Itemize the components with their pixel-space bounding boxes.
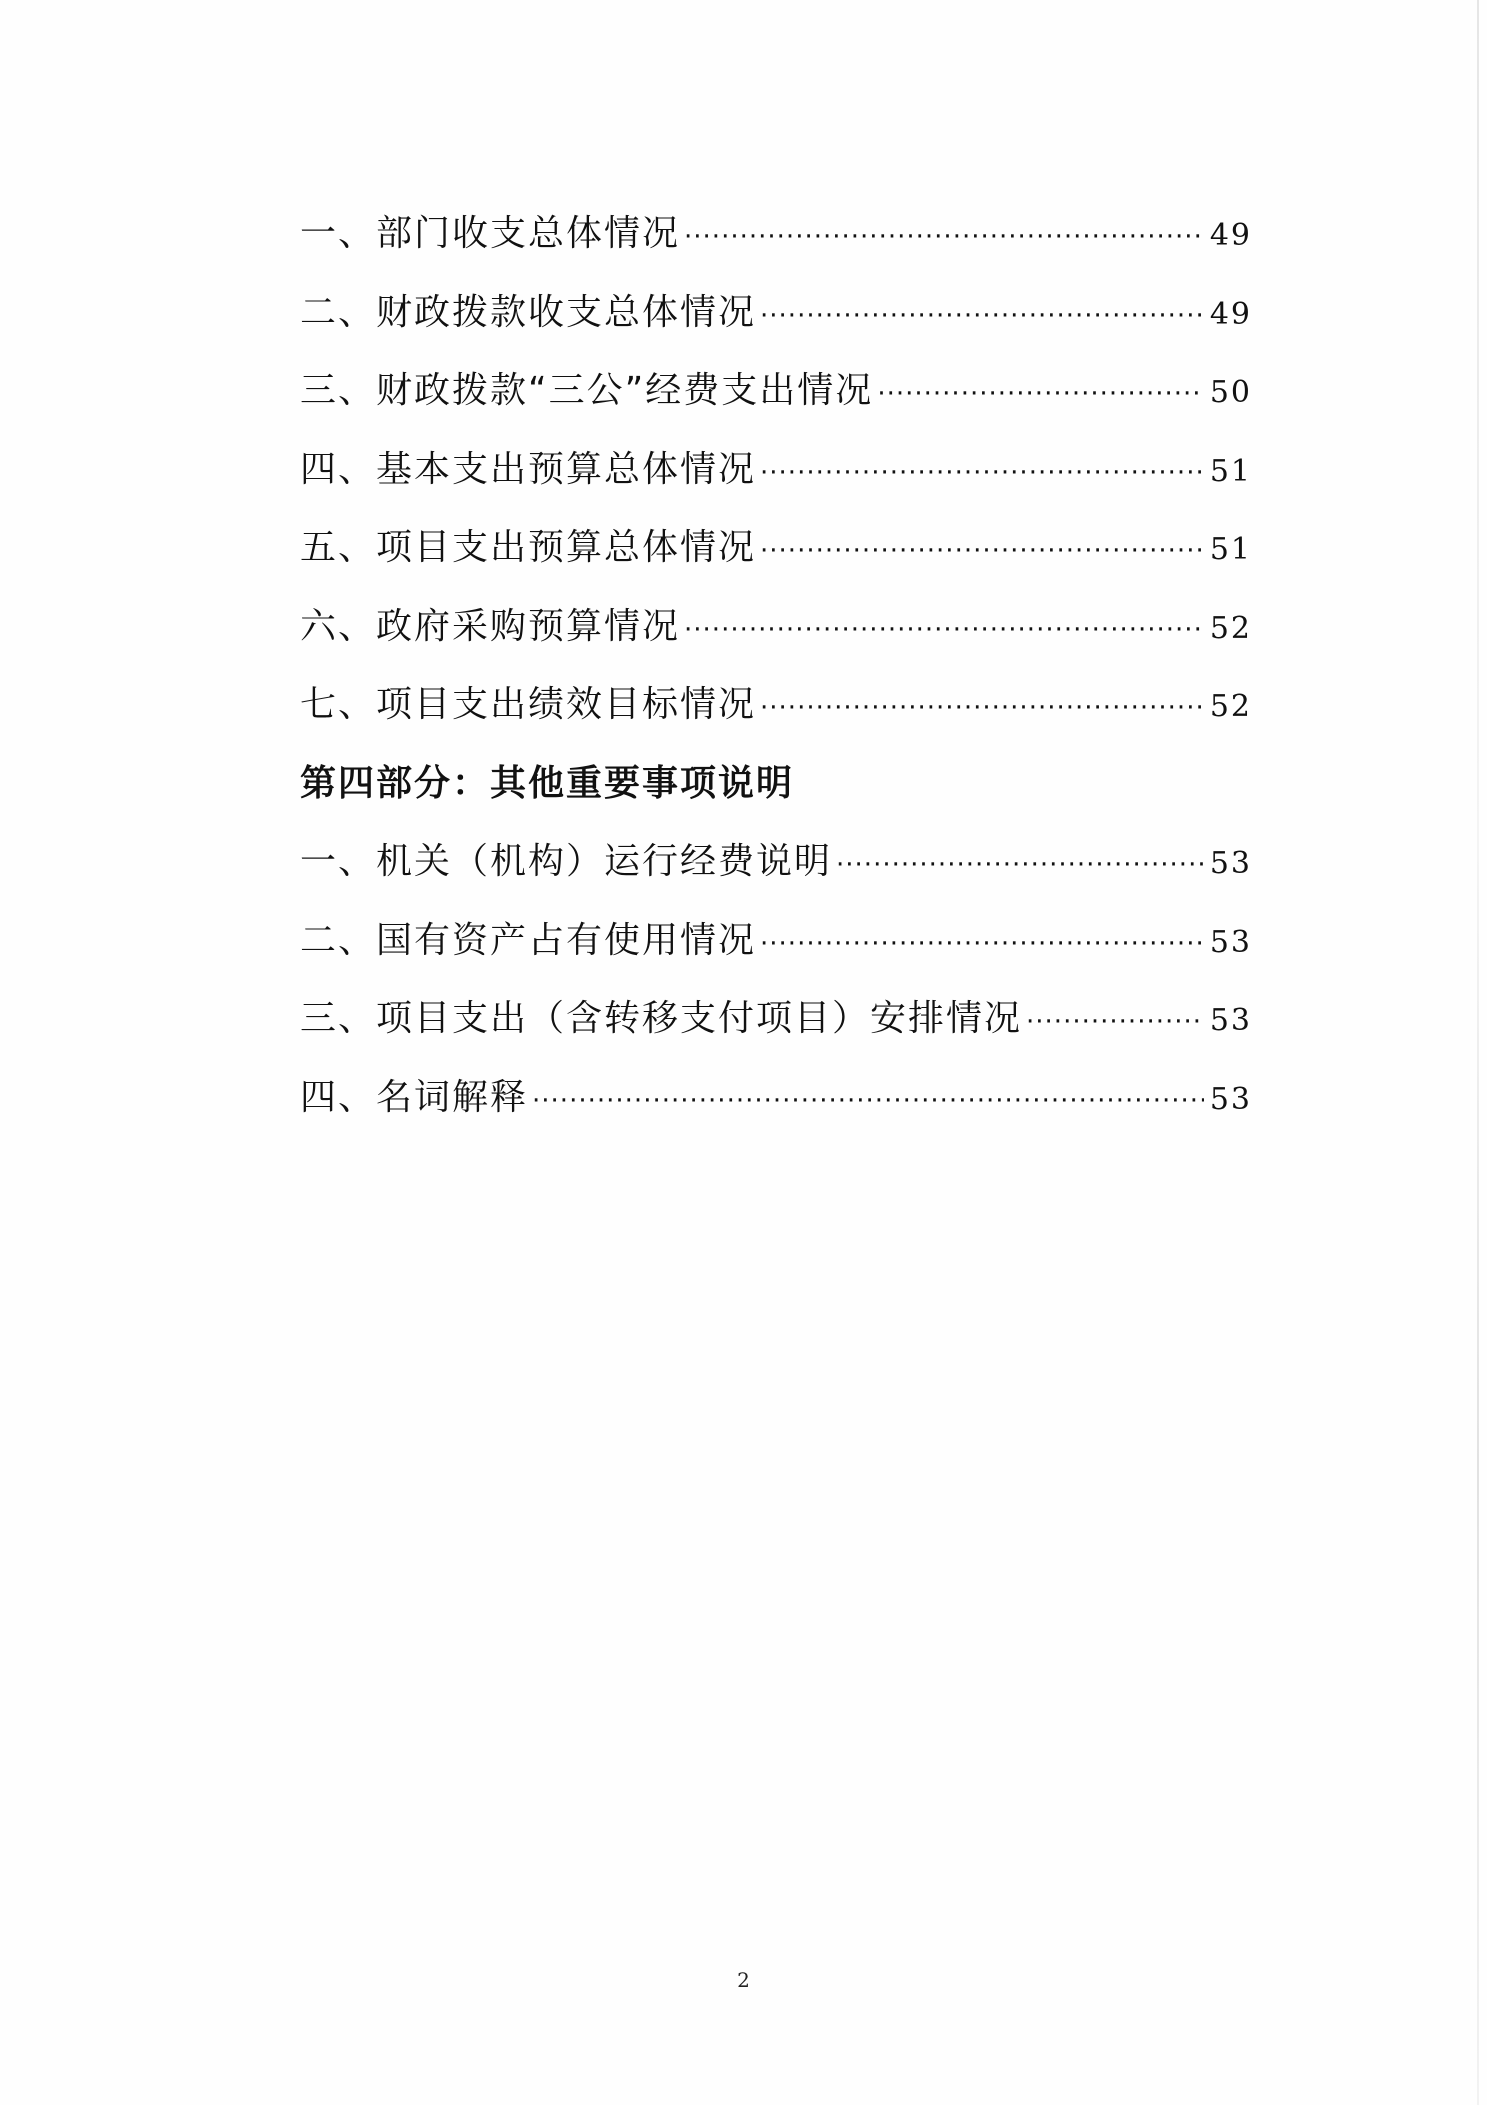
toc-entry [300,666,1252,745]
toc-entry-page: 53 [1209,1003,1252,1038]
toc-entry-page: 53 [1209,1081,1252,1117]
toc-leader-dots [760,277,1204,356]
toc-entry [300,352,1252,431]
toc-entry [300,902,1252,981]
section-heading: 第四部分：其他重要事项说明 [300,762,795,804]
scan-edge [1477,0,1479,2105]
toc-entry-label: 二、财政拨款收支总体情况 [300,291,757,333]
toc-entry [300,588,1252,667]
toc-entry-page: 49 [1209,296,1252,332]
toc-entry [300,823,1252,902]
toc-entry [300,431,1252,510]
toc-entry-label: 二、国有资产占有使用情况 [300,919,757,961]
toc-entry [300,980,1252,1059]
toc-leader-dots [760,669,1204,748]
toc-leader-dots [684,591,1204,670]
toc-entry-page: 52 [1209,689,1252,724]
toc-leader-dots [760,905,1204,984]
toc-leader-dots [684,198,1204,277]
toc-entry [300,274,1252,353]
toc-leader-dots [877,355,1204,434]
toc-entry-label: 三、项目支出（含转移支付项目）安排情况 [300,998,1023,1039]
toc-leader-dots [760,512,1204,591]
toc-entry-label: 五、项目支出预算总体情况 [300,527,757,568]
toc-entry-page: 53 [1209,846,1252,881]
toc-entry-label: 四、基本支出预算总体情况 [300,448,757,490]
toc-entry-label: 四、名词解释 [300,1076,529,1118]
toc-entry-page: 51 [1209,532,1252,567]
toc-leader-dots [760,434,1204,513]
toc-entry-page: 53 [1209,924,1252,960]
toc-entry-label: 三、财政拨款“三公”经费支出情况 [300,370,874,411]
toc-entry-page: 51 [1209,453,1252,489]
table-of-contents [300,195,1252,1137]
toc-entry-label: 七、项目支出绩效目标情况 [300,684,757,725]
toc-entry [300,509,1252,588]
toc-leader-dots [1026,983,1204,1062]
toc-entry-label: 六、政府采购预算情况 [300,605,681,647]
toc-entry [300,1059,1252,1138]
toc-entry-label: 一、机关（机构）运行经费说明 [300,841,833,882]
toc-leader-dots [532,1062,1204,1141]
page-number: 2 [737,1968,750,1992]
toc-entry-label: 一、部门收支总体情况 [300,213,681,254]
toc-entry-page: 49 [1209,218,1252,253]
toc-entry-page: 52 [1209,610,1252,646]
toc-entry [300,195,1252,274]
toc-entry-page: 50 [1209,375,1252,410]
toc-leader-dots [836,826,1204,905]
